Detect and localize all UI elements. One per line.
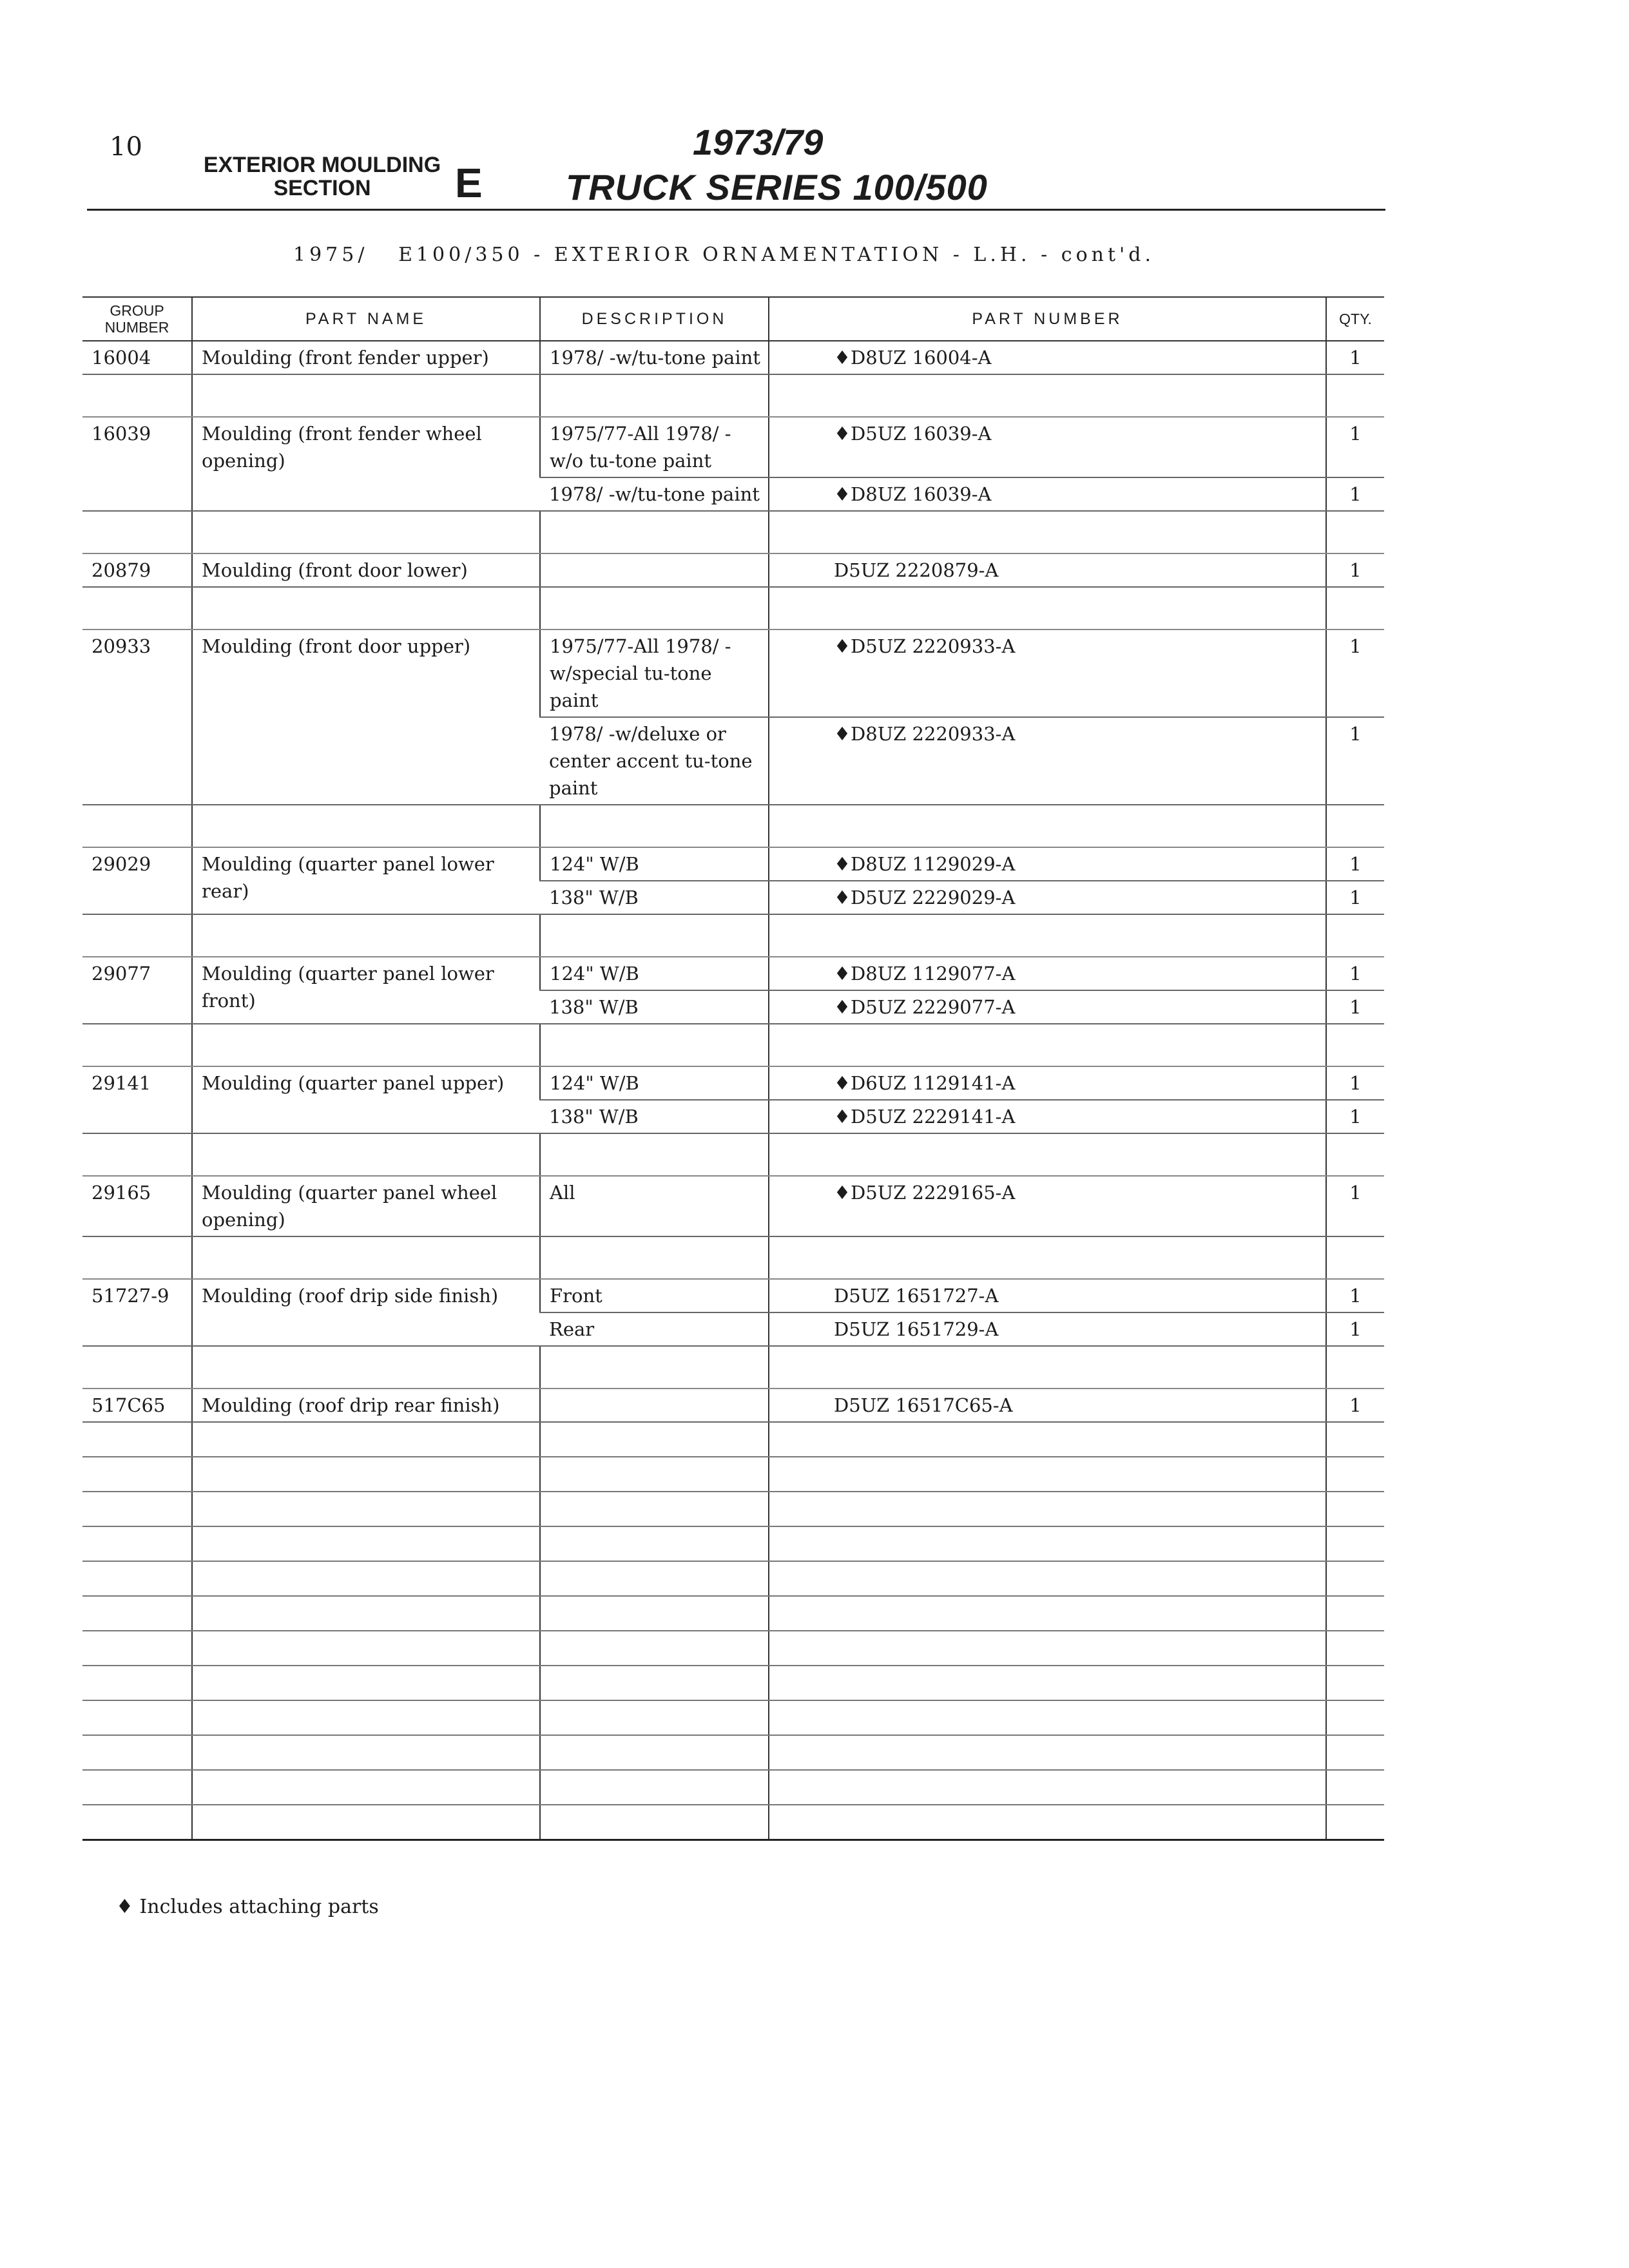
qty-cell: 1 xyxy=(1326,1176,1384,1236)
table-header-row xyxy=(82,297,1384,341)
empty-row xyxy=(82,1561,1384,1596)
part-number-cell: D5UZ 1651729-A xyxy=(769,1312,1326,1346)
part-number-cell: ♦D5UZ 2229029-A xyxy=(769,881,1326,914)
part-number-cell: D5UZ 16517C65-A xyxy=(769,1389,1326,1422)
spacer-row xyxy=(82,374,1384,417)
part-number-cell: ♦D8UZ 16039-A xyxy=(769,477,1326,511)
qty-cell: 1 xyxy=(1326,990,1384,1024)
spacer-row xyxy=(82,1024,1384,1066)
description-cell: 124" W/B xyxy=(540,847,769,881)
group-number-cell: 29141 xyxy=(82,1066,192,1133)
empty-row xyxy=(82,1526,1384,1561)
part-number-cell: ♦D5UZ 2229141-A xyxy=(769,1100,1326,1133)
table-row xyxy=(82,629,1384,717)
description-cell xyxy=(540,1389,769,1422)
spacer-row xyxy=(82,1346,1384,1389)
group-number-cell: 16039 xyxy=(82,417,192,511)
spacer-row xyxy=(82,1236,1384,1279)
empty-row xyxy=(82,1770,1384,1805)
qty-cell: 1 xyxy=(1326,629,1384,717)
description-cell: 1978/ -w/tu-tone paint xyxy=(540,341,769,374)
part-number-cell: ♦D8UZ 2220933-A xyxy=(769,717,1326,805)
part-number-cell: ♦D8UZ 1129029-A xyxy=(769,847,1326,881)
part-number-cell: ♦D5UZ 2229077-A xyxy=(769,990,1326,1024)
column-header-group-line1: GROUP xyxy=(110,302,164,319)
table-row xyxy=(82,1176,1384,1236)
description-cell: 124" W/B xyxy=(540,1066,769,1100)
header-divider xyxy=(87,209,1385,211)
qty-cell: 1 xyxy=(1326,417,1384,477)
description-cell: Front xyxy=(540,1279,769,1312)
section-label xyxy=(193,153,451,200)
table-row xyxy=(82,1389,1384,1422)
qty-cell: 1 xyxy=(1326,1312,1384,1346)
spacer-row xyxy=(82,1133,1384,1176)
empty-row xyxy=(82,1805,1384,1840)
qty-cell: 1 xyxy=(1326,717,1384,805)
description-cell: 138" W/B xyxy=(540,1100,769,1133)
group-number-cell: 20933 xyxy=(82,629,192,805)
part-name-cell: Moulding (front fender upper) xyxy=(192,341,540,374)
part-name-cell: Moulding (quarter panel upper) xyxy=(192,1066,540,1133)
description-cell: 1978/ -w/tu-tone paint xyxy=(540,477,769,511)
empty-row xyxy=(82,1666,1384,1700)
column-header-group-line2: NUMBER xyxy=(104,319,169,336)
group-number-cell: 20879 xyxy=(82,553,192,587)
section-label-line2: SECTION xyxy=(273,176,371,200)
part-name-cell: Moulding (quarter panel lower rear) xyxy=(192,847,540,914)
part-number-cell: ♦D6UZ 1129141-A xyxy=(769,1066,1326,1100)
description-cell: 1975/77-All 1978/ -w/special tu-tone paint xyxy=(540,629,769,717)
section-label-line1: EXTERIOR MOULDING xyxy=(203,153,441,177)
qty-cell: 1 xyxy=(1326,847,1384,881)
spacer-row xyxy=(82,587,1384,629)
part-name-cell: Moulding (front door upper) xyxy=(192,629,540,805)
footnote: ♦ Includes attaching parts xyxy=(116,1896,379,1918)
table-row xyxy=(82,847,1384,881)
table-row xyxy=(82,957,1384,990)
spacer-row xyxy=(82,511,1384,553)
part-number-cell: D5UZ 2220879-A xyxy=(769,553,1326,587)
table-row xyxy=(82,417,1384,477)
description-cell: 138" W/B xyxy=(540,990,769,1024)
section-letter: E xyxy=(455,160,483,206)
series-title: TRUCK SERIES 100/500 xyxy=(566,167,988,207)
part-number-cell: ♦D5UZ 2220933-A xyxy=(769,629,1326,717)
column-header-qty: QTY. xyxy=(1326,297,1384,341)
empty-row xyxy=(82,1596,1384,1631)
empty-row xyxy=(82,1735,1384,1770)
column-header-group-number xyxy=(82,297,192,341)
column-header-part-name: PART NAME xyxy=(192,297,540,341)
part-name-cell: Moulding (front door lower) xyxy=(192,553,540,587)
empty-row xyxy=(82,1700,1384,1735)
qty-cell: 1 xyxy=(1326,553,1384,587)
spacer-row xyxy=(82,914,1384,957)
part-name-cell: Moulding (roof drip rear finish) xyxy=(192,1389,540,1422)
year-range-title: 1973/79 xyxy=(693,122,824,162)
table-row xyxy=(82,1066,1384,1100)
qty-cell: 1 xyxy=(1326,1389,1384,1422)
part-name-cell: Moulding (roof drip side finish) xyxy=(192,1279,540,1346)
empty-row xyxy=(82,1422,1384,1457)
part-name-cell: Moulding (quarter panel lower front) xyxy=(192,957,540,1024)
part-name-cell: Moulding (quarter panel wheel opening) xyxy=(192,1176,540,1236)
qty-cell: 1 xyxy=(1326,881,1384,914)
description-cell: Rear xyxy=(540,1312,769,1346)
part-number-cell: ♦D8UZ 1129077-A xyxy=(769,957,1326,990)
part-number-cell: D5UZ 1651727-A xyxy=(769,1279,1326,1312)
column-header-part-number: PART NUMBER xyxy=(769,297,1326,341)
description-cell: 124" W/B xyxy=(540,957,769,990)
group-number-cell: 16004 xyxy=(82,341,192,374)
table-row xyxy=(82,341,1384,374)
table-row xyxy=(82,553,1384,587)
qty-cell: 1 xyxy=(1326,341,1384,374)
description-cell: 1978/ -w/deluxe or center accent tu-tone paint xyxy=(540,717,769,805)
part-number-cell: ♦D8UZ 16004-A xyxy=(769,341,1326,374)
group-number-cell: 29077 xyxy=(82,957,192,1024)
description-cell xyxy=(540,553,769,587)
qty-cell: 1 xyxy=(1326,1279,1384,1312)
group-number-cell: 517C65 xyxy=(82,1389,192,1422)
group-number-cell: 29029 xyxy=(82,847,192,914)
spacer-row xyxy=(82,805,1384,847)
group-number-cell: 29165 xyxy=(82,1176,192,1236)
part-number-cell: ♦D5UZ 16039-A xyxy=(769,417,1326,477)
parts-table xyxy=(82,296,1384,1841)
description-cell: All xyxy=(540,1176,769,1236)
empty-row xyxy=(82,1457,1384,1492)
description-cell: 1975/77-All 1978/ -w/o tu-tone paint xyxy=(540,417,769,477)
qty-cell: 1 xyxy=(1326,1100,1384,1133)
page-subtitle: 1975/ E100/350 - EXTERIOR ORNAMENTATION - L.H. - cont'd. xyxy=(293,244,1155,266)
group-number-cell: 51727-9 xyxy=(82,1279,192,1346)
description-cell: 138" W/B xyxy=(540,881,769,914)
part-number-cell: ♦D5UZ 2229165-A xyxy=(769,1176,1326,1236)
page-number: 10 xyxy=(110,132,142,162)
qty-cell: 1 xyxy=(1326,477,1384,511)
column-header-description: DESCRIPTION xyxy=(540,297,769,341)
qty-cell: 1 xyxy=(1326,1066,1384,1100)
table-row xyxy=(82,1279,1384,1312)
empty-row xyxy=(82,1492,1384,1526)
empty-row xyxy=(82,1631,1384,1666)
qty-cell: 1 xyxy=(1326,957,1384,990)
part-name-cell: Moulding (front fender wheel opening) xyxy=(192,417,540,511)
